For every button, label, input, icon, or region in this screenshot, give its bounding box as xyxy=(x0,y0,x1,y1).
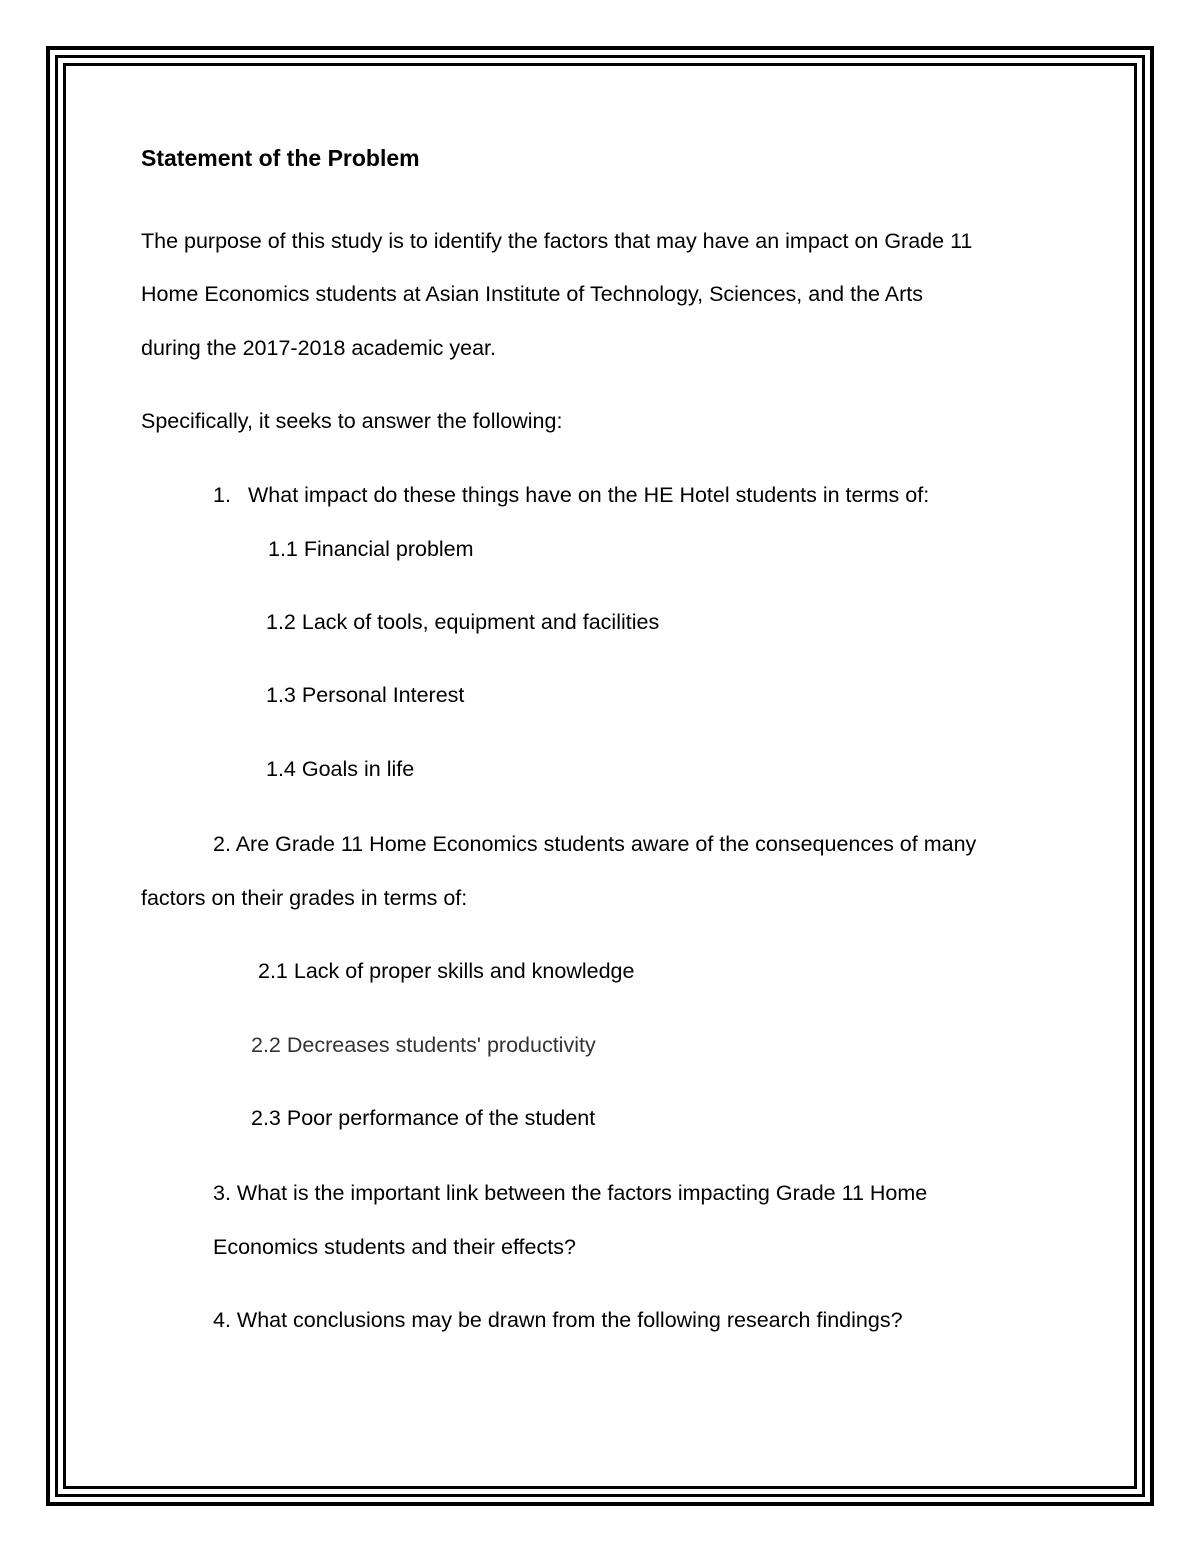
question-1-subitem: 1.2 Lack of tools, equipment and facilities xyxy=(266,610,660,634)
intro-line: during the 2017-2018 academic year. xyxy=(141,336,496,360)
question-4-text: 4. What conclusions may be drawn from the following research findings? xyxy=(213,1308,903,1332)
document-title: Statement of the Problem xyxy=(141,145,420,171)
intro-line: Home Economics students at Asian Institute of Technology, Sciences, and the Arts xyxy=(141,282,923,306)
question-2-subitem: 2.2 Decreases students' productivity xyxy=(251,1033,596,1057)
question-1-text: What impact do these things have on the HE Hotel students in terms of: xyxy=(248,483,930,507)
lead-in-text: Specifically, it seeks to answer the following: xyxy=(141,409,563,433)
intro-line: The purpose of this study is to identify the factors that may have an impact on Grade 11 xyxy=(141,229,973,253)
question-2-subitem: 2.1 Lack of proper skills and knowledge xyxy=(258,959,635,983)
question-3-line: 3. What is the important link between the factors impacting Grade 11 Home xyxy=(213,1181,928,1205)
question-2-line: factors on their grades in terms of: xyxy=(141,886,468,910)
question-2-line: 2. Are Grade 11 Home Economics students aware of the consequences of many xyxy=(213,832,977,856)
question-1-subitem: 1.1 Financial problem xyxy=(268,537,474,561)
question-1-subitem: 1.3 Personal Interest xyxy=(266,683,465,707)
question-2-subitem: 2.3 Poor performance of the student xyxy=(251,1106,596,1130)
question-3-line: Economics students and their effects? xyxy=(213,1235,576,1259)
question-1-subitem: 1.4 Goals in life xyxy=(266,757,415,781)
page-border-inner xyxy=(63,63,1137,1489)
question-1-number: 1. xyxy=(213,483,231,507)
